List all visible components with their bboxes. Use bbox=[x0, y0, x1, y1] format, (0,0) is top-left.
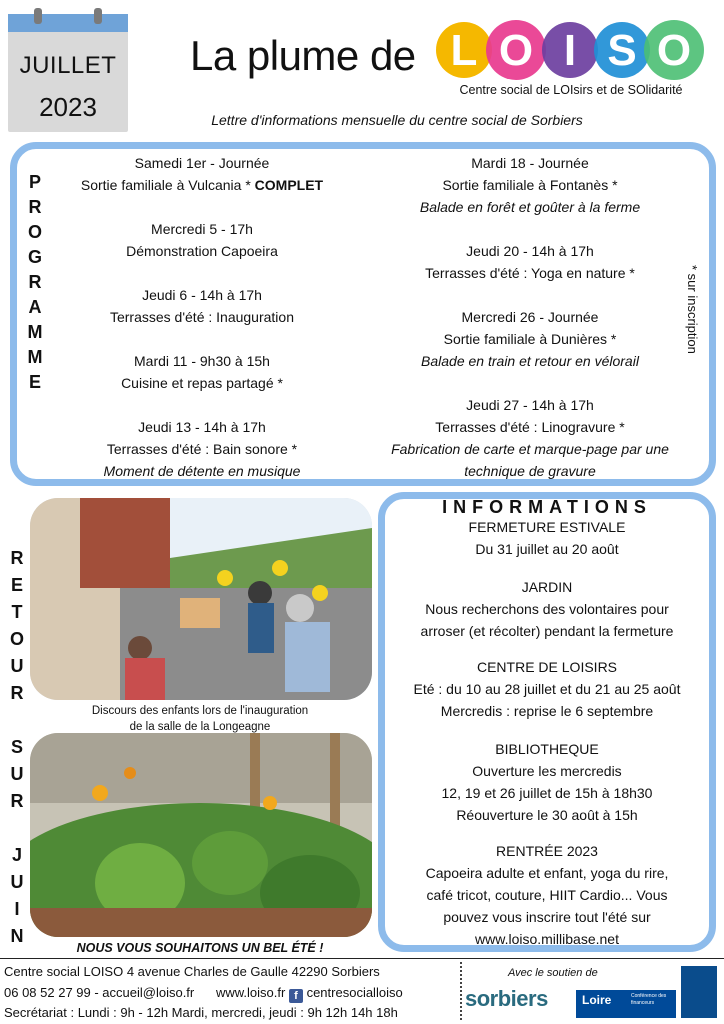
vertical-letter: M bbox=[27, 347, 43, 367]
info-text: www.loiso.millibase.net bbox=[475, 931, 619, 947]
info-text: Mercredis : reprise le 6 septembre bbox=[440, 703, 654, 719]
info-text: Réouverture le 30 août à 15h bbox=[456, 807, 638, 823]
event-activity: Cuisine et repas partagé * bbox=[121, 375, 283, 391]
event-description: Balade en train et retour en vélorail bbox=[421, 353, 639, 369]
info-text: arroser (et récolter) pendant la fermeture bbox=[420, 623, 674, 639]
tagline: Lettre d'informations mensuelle du centre social de Sorbiers bbox=[211, 112, 583, 128]
programme-event bbox=[370, 152, 690, 218]
programme-event bbox=[42, 416, 362, 482]
vertical-letter: P bbox=[28, 172, 41, 192]
event-activity: Terrasses d'été : Yoga en nature * bbox=[425, 265, 635, 281]
loiso-logo bbox=[436, 18, 706, 82]
info-text: café tricot, couture, HIIT Cardio... Vous bbox=[426, 887, 668, 903]
footer-divider bbox=[0, 958, 724, 959]
event-date: Mardi 11 - 9h30 à 15h bbox=[134, 353, 270, 369]
event-date: Jeudi 20 - 14h à 17h bbox=[466, 243, 594, 259]
vertical-letter: R bbox=[28, 197, 42, 217]
calendar-month: JUILLET bbox=[19, 52, 117, 79]
info-text: Ouverture les mercredis bbox=[472, 763, 622, 779]
event-activity: Sortie familiale à Vulcania * COMPLET bbox=[80, 177, 324, 193]
info-text: pouvez vous inscrire tout l'été sur bbox=[443, 909, 651, 925]
loire-logo-text: Loire bbox=[582, 993, 612, 1007]
logo-letter: O bbox=[656, 26, 692, 75]
info-heading: JARDIN bbox=[521, 579, 573, 595]
logo-letter: S bbox=[607, 26, 637, 75]
phone-email[interactable]: 06 08 52 27 99 - accueil@loiso.fr bbox=[4, 985, 195, 1000]
sorbiers-logo: sorbiers bbox=[465, 986, 548, 1011]
inauguration-photo bbox=[30, 498, 372, 700]
calendar-year: 2023 bbox=[39, 92, 97, 122]
footer-hours: Secrétariat : Lundi : 9h - 12h Mardi, mercredi, jeudi : 9h 12h 14h 18h bbox=[4, 1005, 398, 1020]
info-text: Nous recherchons des volontaires pour bbox=[425, 601, 669, 617]
programme-event bbox=[370, 240, 690, 284]
footer-address: Centre social LOISO 4 avenue Charles de Gaulle 42290 Sorbiers bbox=[4, 964, 380, 979]
facebook-icon: f bbox=[289, 989, 303, 1003]
vertical-letter: N bbox=[10, 926, 24, 946]
event-date: Mercredi 5 - 17h bbox=[151, 221, 253, 237]
vertical-letter: I bbox=[14, 899, 20, 919]
vertical-letter: J bbox=[11, 845, 22, 865]
event-description: Moment de détente en musique bbox=[103, 463, 301, 479]
logo-subtitle: Centre social de LOIsirs et de SOlidarité bbox=[459, 83, 683, 97]
logo-letter: L bbox=[450, 26, 478, 75]
calendar-header-bar bbox=[8, 14, 128, 32]
caf-logo bbox=[681, 966, 717, 1018]
garden-photo bbox=[30, 733, 372, 937]
info-text: Du 31 juillet au 20 août bbox=[475, 541, 619, 557]
programme-event bbox=[370, 394, 690, 482]
complet-flag: COMPLET bbox=[254, 177, 324, 193]
footer-contact bbox=[4, 983, 403, 1003]
info-heading: BIBLIOTHEQUE bbox=[495, 741, 599, 757]
event-activity: Sortie familiale à Dunières * bbox=[443, 331, 617, 347]
event-activity: Démonstration Capoeira bbox=[126, 243, 278, 259]
info-text: Eté : du 10 au 28 juillet et du 21 au 25 août bbox=[413, 681, 681, 697]
vertical-letter: O bbox=[27, 222, 42, 242]
event-activity: Terrasses d'été : Bain sonore * bbox=[106, 441, 298, 457]
programme-event bbox=[42, 152, 362, 196]
registration-note: * sur inscription bbox=[685, 265, 700, 354]
informations-title: INFORMATIONS bbox=[442, 497, 652, 517]
info-heading: CENTRE DE LOISIRS bbox=[476, 659, 618, 675]
vertical-letter: U bbox=[10, 872, 24, 892]
summer-wish: NOUS VOUS SOUHAITONS UN BEL ÉTÉ ! bbox=[76, 941, 324, 955]
logo-letter: O bbox=[498, 26, 534, 75]
vertical-letter: T bbox=[11, 602, 23, 622]
event-activity: Sortie familiale à Fontanès * bbox=[442, 177, 618, 193]
event-date: Mardi 18 - Journée bbox=[471, 155, 589, 171]
programme-event bbox=[370, 306, 690, 372]
retour-vertical-label bbox=[4, 545, 30, 950]
info-heading: FERMETURE ESTIVALE bbox=[468, 519, 626, 535]
event-description: Balade en forêt et goûter à la ferme bbox=[419, 199, 641, 215]
programme-event bbox=[42, 218, 362, 262]
support-label: Avec le soutien de bbox=[508, 967, 598, 979]
event-date: Jeudi 13 - 14h à 17h bbox=[138, 419, 266, 435]
programme-event bbox=[42, 284, 362, 328]
info-heading: RENTRÉE 2023 bbox=[496, 843, 598, 859]
calendar-ring bbox=[94, 8, 102, 24]
vertical-letter: M bbox=[27, 322, 43, 342]
vertical-letter: E bbox=[28, 372, 41, 392]
vertical-letter: A bbox=[28, 297, 42, 317]
facebook-link[interactable]: centresocialloiso bbox=[306, 985, 403, 1000]
vertical-letter: R bbox=[10, 791, 24, 811]
vertical-letter: U bbox=[10, 656, 24, 676]
event-date: Jeudi 6 - 14h à 17h bbox=[142, 287, 262, 303]
loire-logo-subtext: Conférence des financeurs bbox=[631, 993, 667, 1006]
vertical-letter: R bbox=[10, 683, 24, 703]
vertical-letter: E bbox=[10, 575, 23, 595]
event-date: Mercredi 26 - Journée bbox=[461, 309, 599, 325]
vertical-letter: R bbox=[10, 548, 24, 568]
website-link[interactable]: www.loiso.fr bbox=[215, 985, 286, 1000]
vertical-letter: O bbox=[9, 629, 24, 649]
event-activity: Terrasses d'été : Inauguration bbox=[109, 309, 294, 325]
info-section bbox=[385, 516, 709, 560]
logo-letter: I bbox=[563, 26, 577, 75]
photo-caption: Discours des enfants lors de l'inauguration de la salle de la Longeagne bbox=[91, 705, 309, 733]
info-section bbox=[385, 840, 709, 950]
event-date: Samedi 1er - Journée bbox=[134, 155, 270, 171]
info-text: Capoeira adulte et enfant, yoga du rire, bbox=[425, 865, 669, 881]
programme-event bbox=[42, 350, 362, 394]
vertical-letter: S bbox=[10, 737, 23, 757]
info-section bbox=[385, 656, 709, 722]
vertical-letter: R bbox=[28, 272, 42, 292]
vertical-letter: U bbox=[10, 764, 24, 784]
vertical-letter: G bbox=[27, 247, 42, 267]
calendar-ring bbox=[34, 8, 42, 24]
info-text: 12, 19 et 26 juillet de 15h à 18h30 bbox=[441, 785, 653, 801]
newsletter-title: La plume de bbox=[190, 32, 416, 79]
info-section bbox=[385, 576, 709, 642]
footer-separator bbox=[460, 962, 462, 1020]
event-activity: Terrasses d'été : Linogravure * bbox=[435, 419, 625, 435]
event-description: Fabrication de carte et marque-page par une technique de gravure bbox=[391, 441, 669, 479]
event-date: Jeudi 27 - 14h à 17h bbox=[466, 397, 594, 413]
info-section bbox=[385, 738, 709, 826]
